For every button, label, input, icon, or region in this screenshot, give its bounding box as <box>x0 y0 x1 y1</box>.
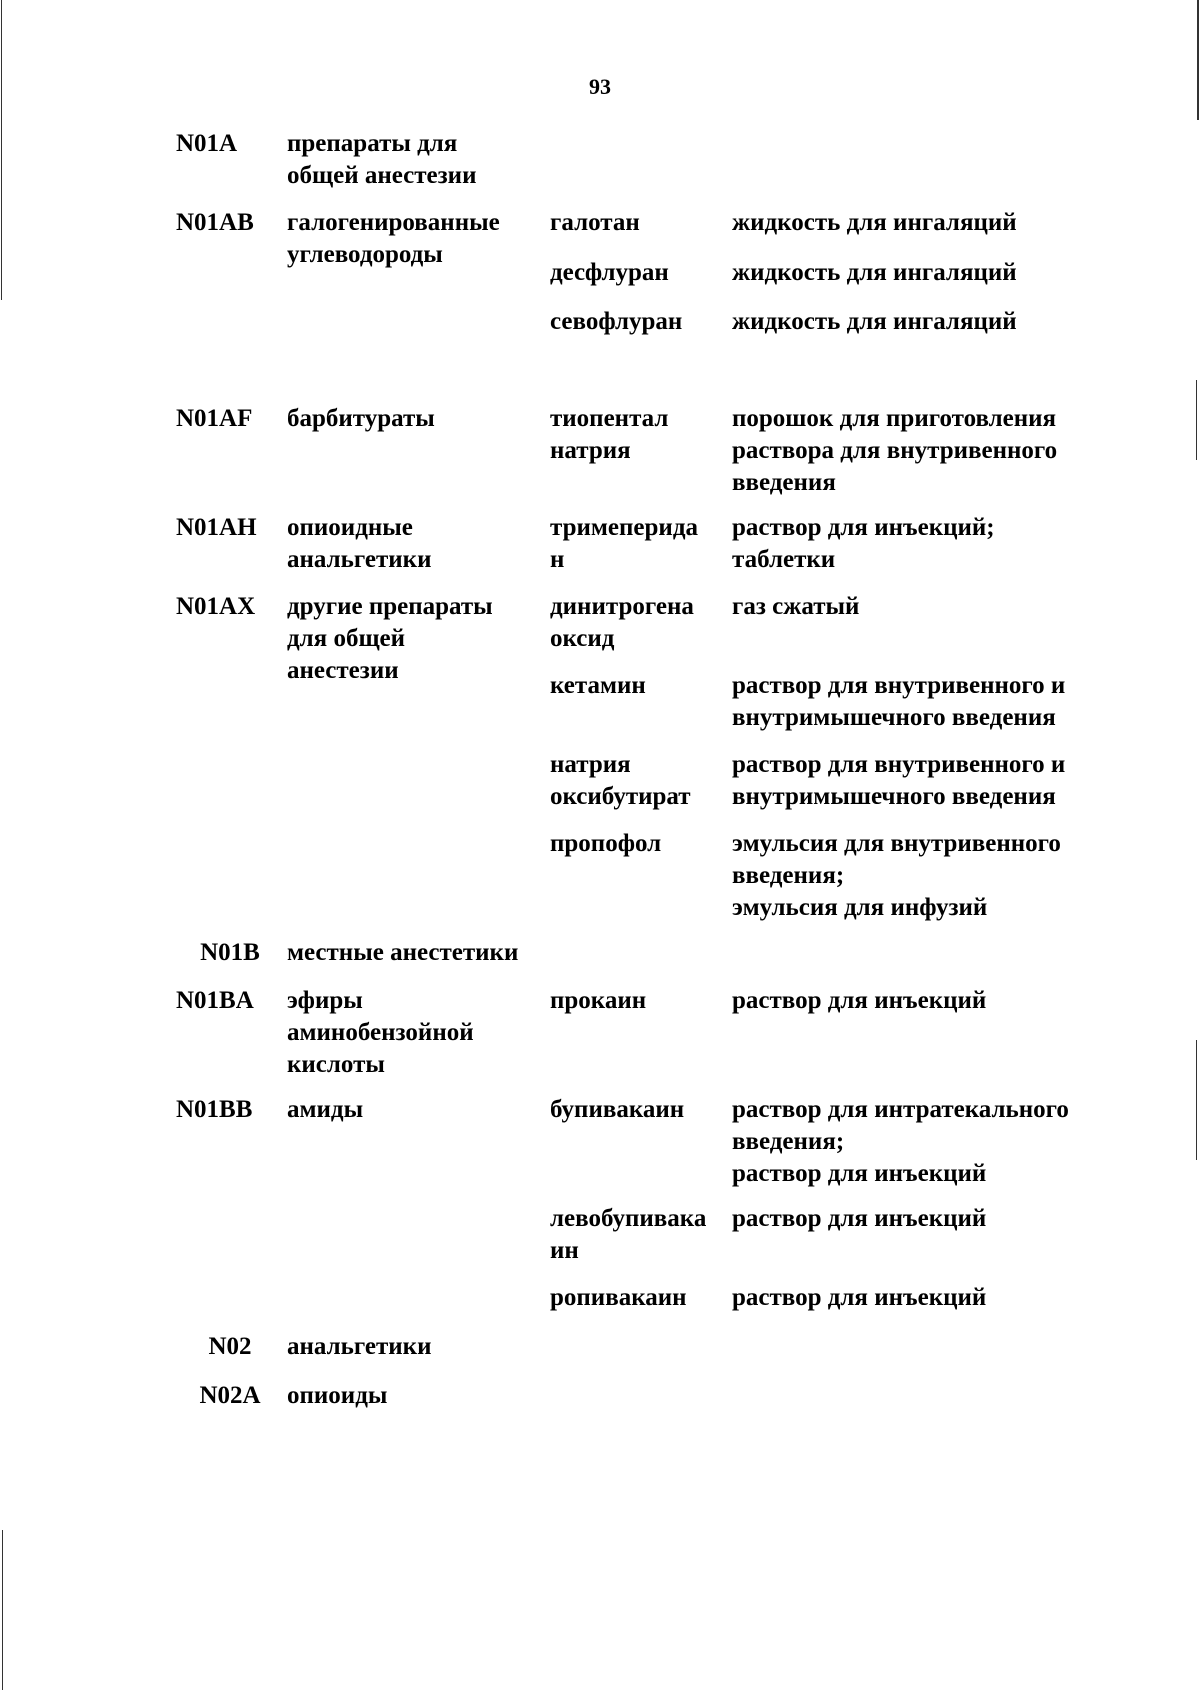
atc-code: N01AH <box>176 514 257 541</box>
atc-group-name: другие препараты для общей анестезии <box>287 593 493 684</box>
drug-name: кетамин <box>550 672 646 699</box>
dosage-form: раствор для внутривенного и внутримышечного введения <box>732 672 1066 731</box>
drug-name: динитрогена оксид <box>550 593 694 652</box>
atc-code: N01BA <box>176 987 254 1014</box>
atc-group-name: препараты для общей анестезии <box>287 130 477 189</box>
dosage-form: порошок для приготовления раствора для внутривенного введения <box>732 405 1058 496</box>
drug-name: галотан <box>550 209 640 236</box>
drug-name: натрия оксибутират <box>550 751 691 810</box>
drug-name: пропофол <box>550 830 662 857</box>
dosage-form: жидкость для ингаляций <box>732 259 1017 286</box>
dosage-form: раствор для внутривенного и внутримышечного введения <box>732 751 1066 810</box>
drug-name: бупивакаин <box>550 1096 685 1123</box>
atc-group-name: местные анестетики <box>287 939 519 966</box>
dosage-form: раствор для инъекций; таблетки <box>732 514 995 573</box>
dosage-form: раствор для интратекального введения; раствор для инъекций <box>732 1096 1069 1187</box>
dosage-form: жидкость для ингаляций <box>732 308 1017 335</box>
scan-edge-line <box>1197 0 1199 120</box>
scan-edge-line <box>1196 1040 1197 1160</box>
scan-edge-line <box>2 1530 3 1690</box>
atc-group-name: барбитураты <box>287 405 435 432</box>
atc-code: N01AB <box>176 209 254 236</box>
atc-group-name: опиоидные анальгетики <box>287 514 432 573</box>
atc-group-name: амиды <box>287 1096 364 1123</box>
atc-code: N01AF <box>176 405 253 432</box>
drug-name: левобупивака ин <box>550 1205 707 1264</box>
dosage-form: раствор для инъекций <box>732 987 987 1014</box>
scan-edge-line <box>1196 380 1197 460</box>
dosage-form: раствор для инъекций <box>732 1284 987 1311</box>
scan-edge-line <box>1 0 2 300</box>
page-number: 93 <box>589 74 611 99</box>
atc-group-name: опиоиды <box>287 1382 388 1409</box>
drug-name: прокаин <box>550 987 647 1014</box>
atc-code: N01A <box>176 130 238 157</box>
atc-code: N01B <box>200 939 260 966</box>
drug-name: тиопентал натрия <box>550 405 669 464</box>
dosage-form: раствор для инъекций <box>732 1205 987 1232</box>
drug-name: десфлуран <box>550 259 669 286</box>
dosage-form: жидкость для ингаляций <box>732 209 1017 236</box>
drug-name: тримеперида н <box>550 514 698 573</box>
dosage-form: эмульсия для внутривенного введения; эмульсия для инфузий <box>732 830 1061 921</box>
dosage-form: газ сжатый <box>732 593 860 620</box>
drug-name: севофлуран <box>550 308 683 335</box>
atc-group-name: анальгетики <box>287 1333 432 1360</box>
atc-code: N01BB <box>176 1096 253 1123</box>
atc-group-name: эфиры аминобензойной кислоты <box>287 987 474 1078</box>
atc-code: N01AX <box>176 593 256 620</box>
atc-code: N02A <box>199 1382 261 1409</box>
drug-name: ропивакаин <box>550 1284 687 1311</box>
atc-group-name: галогенированные углеводороды <box>287 209 500 268</box>
atc-code: N02 <box>208 1333 252 1360</box>
